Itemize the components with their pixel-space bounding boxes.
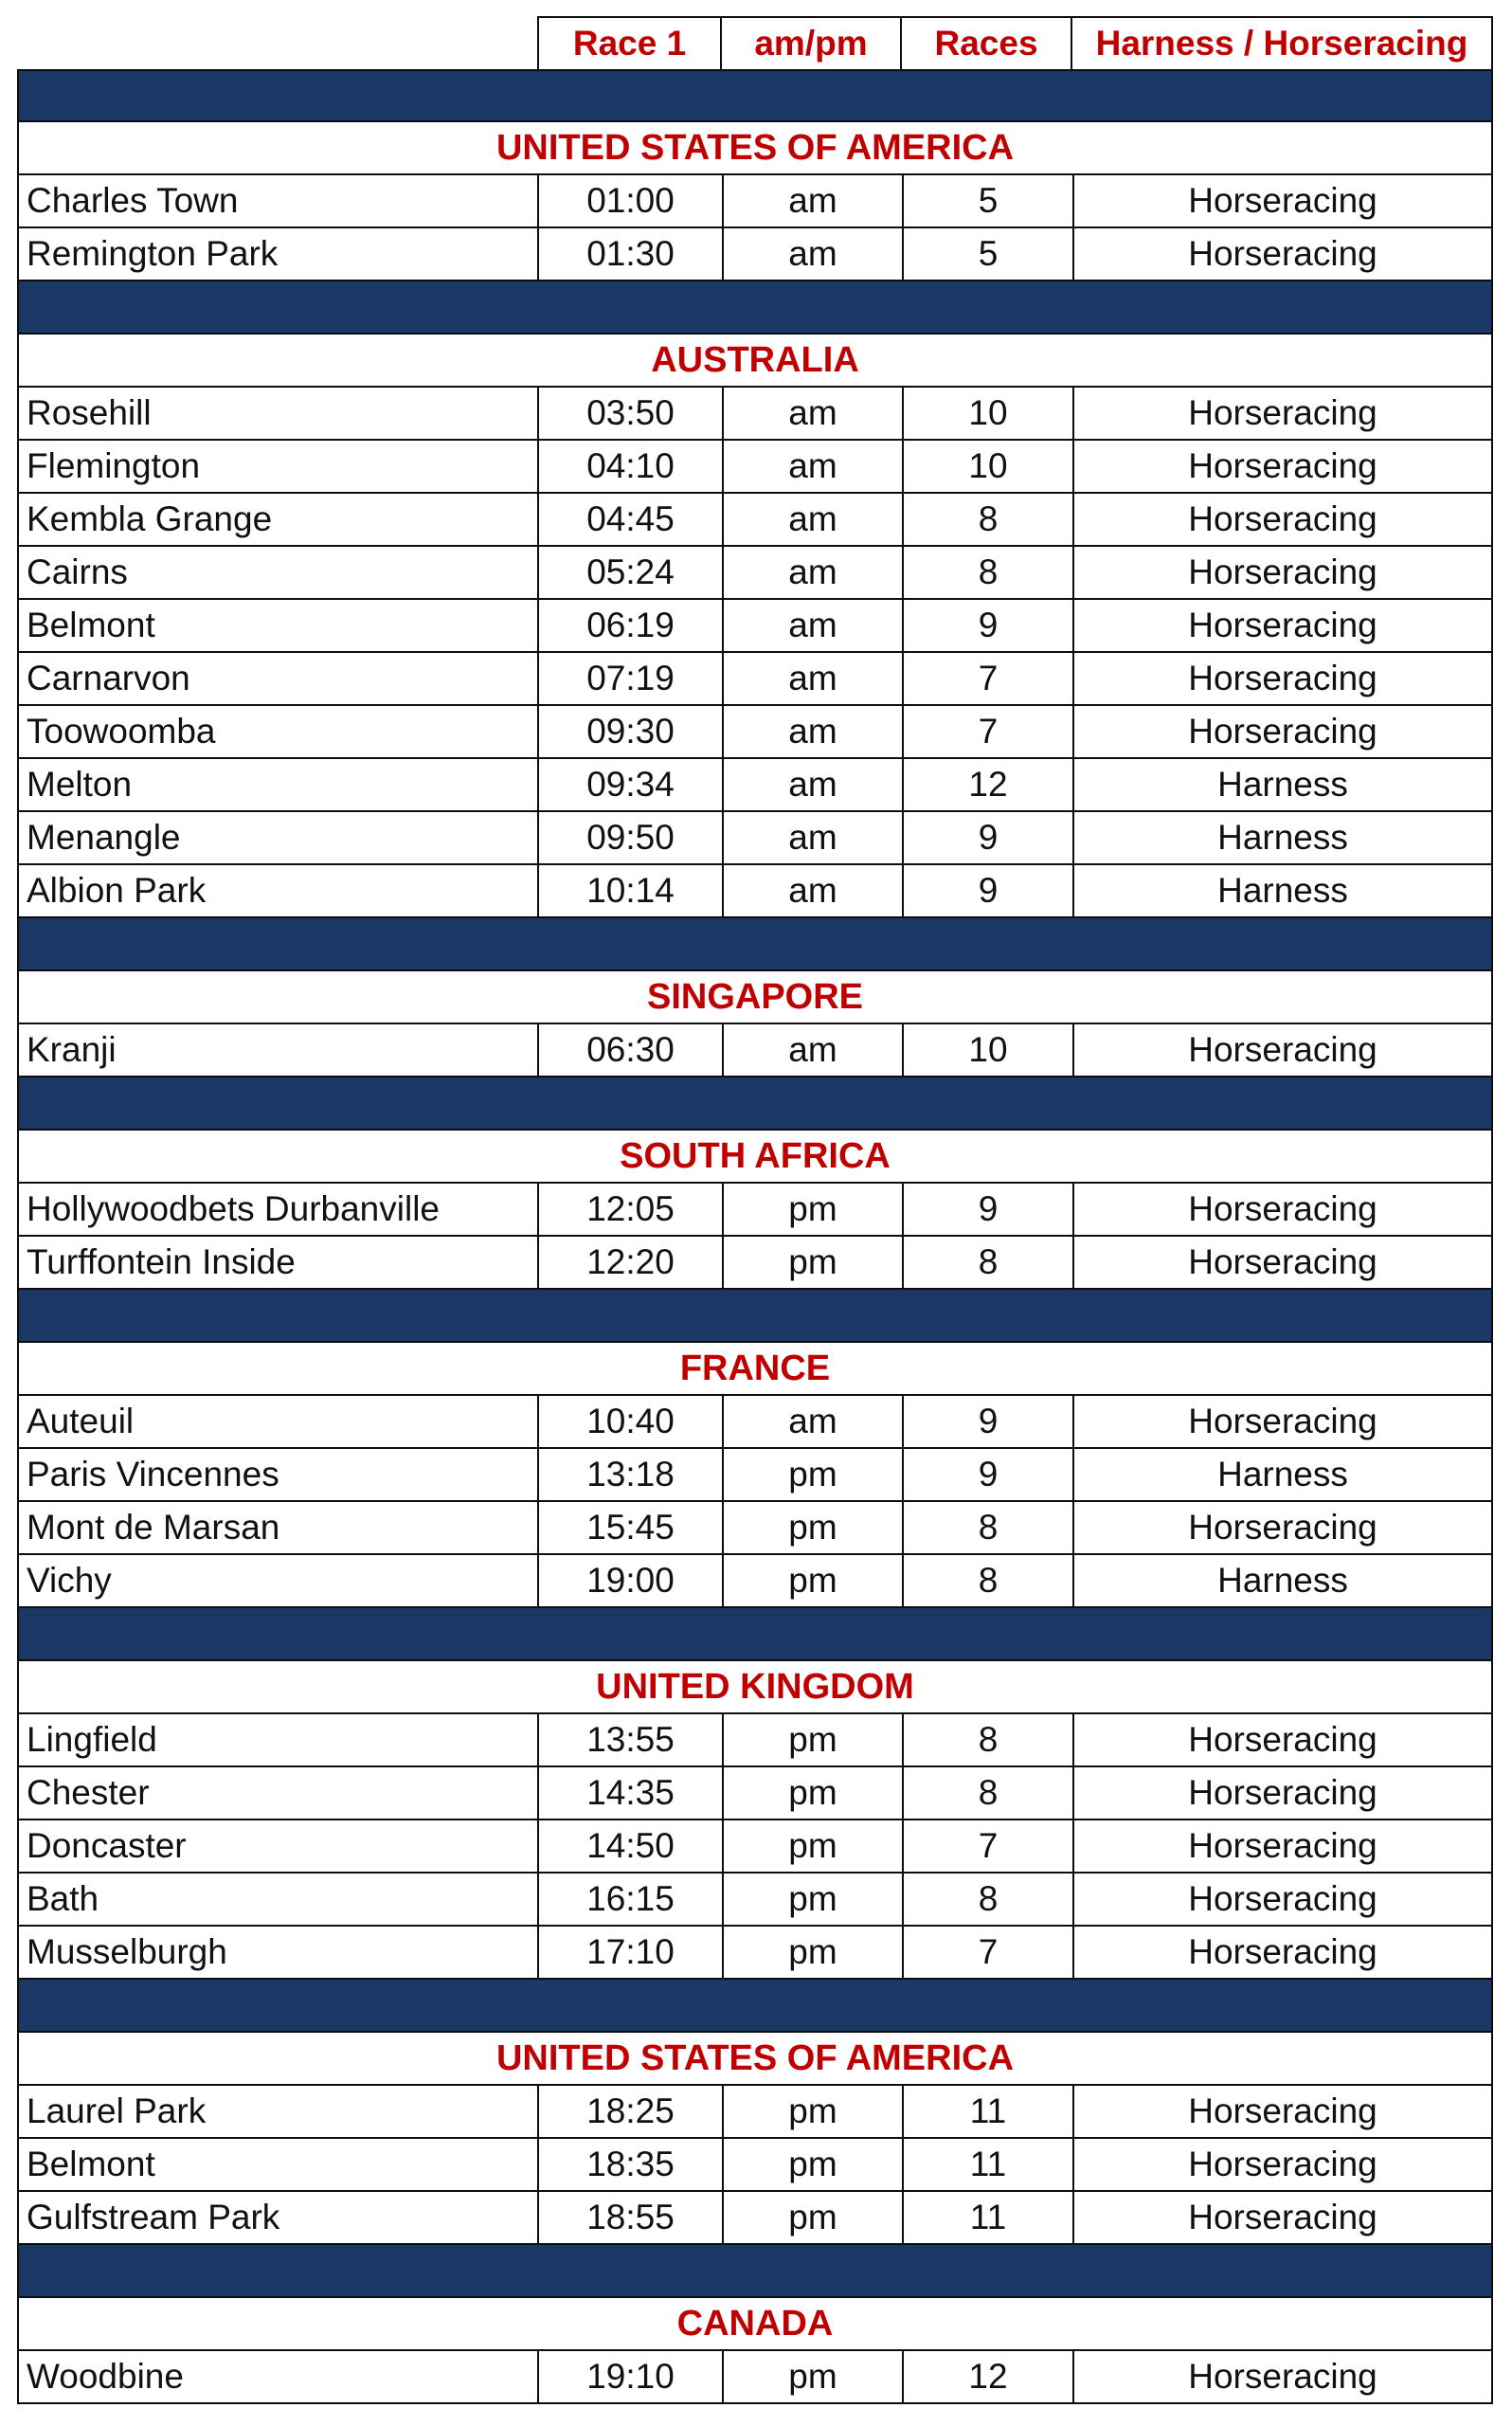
table-row <box>17 1714 1493 1767</box>
race1-time-cell: 01:00 <box>539 175 724 226</box>
table-row <box>17 175 1493 228</box>
race1-time-cell: 12:20 <box>539 1237 724 1288</box>
ampm-cell: am <box>724 494 904 545</box>
races-count-cell: 8 <box>904 1237 1074 1288</box>
race-type-cell: Horseracing <box>1188 1402 1377 1440</box>
ampm-cell: pm <box>724 1714 904 1765</box>
track-name-cell: Chester <box>19 1767 539 1819</box>
table-row <box>17 600 1493 653</box>
section-divider-band <box>17 2245 1493 2298</box>
ampm-cell: am <box>724 1396 904 1447</box>
track-name-cell: Toowoomba <box>19 706 539 757</box>
race-type-cell: Harness <box>1217 1561 1348 1600</box>
section-divider-band <box>17 1077 1493 1131</box>
race1-time-cell: 18:55 <box>539 2192 724 2243</box>
race-type-cell: Horseracing <box>1188 1932 1377 1971</box>
track-name-cell: Flemington <box>19 441 539 492</box>
country-heading: FRANCE <box>17 1343 1493 1396</box>
race-type-cell: Horseracing <box>1188 2357 1377 2396</box>
races-count-cell: 9 <box>904 1449 1074 1500</box>
track-name-cell: Rosehill <box>19 388 539 439</box>
ampm-cell: pm <box>724 1927 904 1978</box>
race-type-cell: Horseracing <box>1188 1189 1377 1228</box>
header-type: Harness / Horseracing <box>1072 16 1493 69</box>
section-divider-band <box>17 69 1493 122</box>
race-type-cell: Horseracing <box>1188 446 1377 485</box>
race1-time-cell: 19:10 <box>539 2351 724 2402</box>
table-row <box>17 441 1493 494</box>
race1-time-cell: 18:25 <box>539 2086 724 2137</box>
race-type-cell: Horseracing <box>1188 234 1377 273</box>
table-row <box>17 865 1493 918</box>
ampm-cell: pm <box>724 2351 904 2402</box>
race-type-cell: Harness <box>1217 765 1348 804</box>
race1-time-cell: 14:35 <box>539 1767 724 1819</box>
table-row <box>17 1024 1493 1077</box>
race1-time-cell: 10:40 <box>539 1396 724 1447</box>
track-name-cell: Menangle <box>19 812 539 863</box>
ampm-cell: pm <box>724 2192 904 2243</box>
track-name-cell: Gulfstream Park <box>19 2192 539 2243</box>
country-heading: UNITED KINGDOM <box>17 1661 1493 1714</box>
section-divider-band <box>17 918 1493 971</box>
track-name-cell: Woodbine <box>19 2351 539 2402</box>
table-row <box>17 706 1493 759</box>
race1-time-cell: 16:15 <box>539 1874 724 1925</box>
race-type-cell: Horseracing <box>1188 1879 1377 1918</box>
track-name-cell: Belmont <box>19 2139 539 2190</box>
table-row <box>17 1767 1493 1820</box>
country-heading: UNITED STATES OF AMERICA <box>17 122 1493 175</box>
race-type-cell: Horseracing <box>1188 2091 1377 2130</box>
track-name-cell: Hollywoodbets Durbanville <box>19 1184 539 1235</box>
ampm-cell: am <box>724 865 904 916</box>
track-name-cell: Cairns <box>19 547 539 598</box>
race1-time-cell: 12:05 <box>539 1184 724 1235</box>
table-row <box>17 388 1493 441</box>
table-row <box>17 1502 1493 1555</box>
sections-container <box>17 69 1493 2404</box>
races-count-cell: 9 <box>904 865 1074 916</box>
race-type-cell: Horseracing <box>1188 1242 1377 1281</box>
table-row <box>17 1237 1493 1290</box>
race1-time-cell: 18:35 <box>539 2139 724 2190</box>
race1-time-cell: 10:14 <box>539 865 724 916</box>
track-name-cell: Paris Vincennes <box>19 1449 539 1500</box>
track-name-cell: Mont de Marsan <box>19 1502 539 1553</box>
races-count-cell: 11 <box>904 2139 1074 2190</box>
race-type-cell: Horseracing <box>1188 552 1377 591</box>
ampm-cell: am <box>724 706 904 757</box>
ampm-cell: am <box>724 812 904 863</box>
header-race1: Race 1 <box>537 16 722 69</box>
races-count-cell: 10 <box>904 388 1074 439</box>
ampm-cell: pm <box>724 1237 904 1288</box>
track-name-cell: Carnarvon <box>19 653 539 704</box>
track-name-cell: Remington Park <box>19 228 539 280</box>
table-row <box>17 1449 1493 1502</box>
ampm-cell: pm <box>724 2139 904 2190</box>
track-name-cell: Auteuil <box>19 1396 539 1447</box>
race-type-cell: Harness <box>1217 1455 1348 1494</box>
section-divider-band <box>17 1980 1493 2033</box>
races-count-cell: 5 <box>904 228 1074 280</box>
country-heading: CANADA <box>17 2298 1493 2351</box>
track-name-cell: Doncaster <box>19 1820 539 1872</box>
races-count-cell: 8 <box>904 1502 1074 1553</box>
race1-time-cell: 13:55 <box>539 1714 724 1765</box>
race1-time-cell: 17:10 <box>539 1927 724 1978</box>
race-type-cell: Horseracing <box>1188 1720 1377 1759</box>
track-name-cell: Albion Park <box>19 865 539 916</box>
table-row <box>17 1555 1493 1608</box>
ampm-cell: pm <box>724 1874 904 1925</box>
table-row <box>17 1874 1493 1927</box>
race1-time-cell: 06:19 <box>539 600 724 651</box>
ampm-cell: am <box>724 228 904 280</box>
column-header-row <box>17 16 1493 69</box>
races-count-cell: 7 <box>904 653 1074 704</box>
races-count-cell: 12 <box>904 759 1074 810</box>
race1-time-cell: 04:45 <box>539 494 724 545</box>
races-count-cell: 12 <box>904 2351 1074 2402</box>
races-count-cell: 9 <box>904 1184 1074 1235</box>
table-row <box>17 759 1493 812</box>
race-type-cell: Harness <box>1217 818 1348 857</box>
country-heading: SOUTH AFRICA <box>17 1131 1493 1184</box>
ampm-cell: am <box>724 1024 904 1076</box>
ampm-cell: am <box>724 441 904 492</box>
section-divider-band <box>17 1290 1493 1343</box>
race-type-cell: Horseracing <box>1188 1508 1377 1547</box>
table-row <box>17 812 1493 865</box>
races-count-cell: 7 <box>904 1820 1074 1872</box>
races-count-cell: 11 <box>904 2086 1074 2137</box>
section-divider-band <box>17 281 1493 335</box>
race-type-cell: Horseracing <box>1188 499 1377 538</box>
race-type-cell: Horseracing <box>1188 2198 1377 2236</box>
race-type-cell: Horseracing <box>1188 606 1377 644</box>
race1-time-cell: 13:18 <box>539 1449 724 1500</box>
ampm-cell: pm <box>724 1767 904 1819</box>
races-count-cell: 7 <box>904 706 1074 757</box>
race-type-cell: Horseracing <box>1188 181 1377 220</box>
race1-time-cell: 15:45 <box>539 1502 724 1553</box>
ampm-cell: am <box>724 547 904 598</box>
table-row <box>17 653 1493 706</box>
race-type-cell: Horseracing <box>1188 712 1377 751</box>
race-type-cell: Harness <box>1217 871 1348 910</box>
table-row <box>17 1184 1493 1237</box>
track-name-cell: Bath <box>19 1874 539 1925</box>
race1-time-cell: 04:10 <box>539 441 724 492</box>
header-races: Races <box>902 16 1072 69</box>
ampm-cell: pm <box>724 1555 904 1606</box>
ampm-cell: am <box>724 759 904 810</box>
race1-time-cell: 09:50 <box>539 812 724 863</box>
races-count-cell: 8 <box>904 1767 1074 1819</box>
ampm-cell: am <box>724 388 904 439</box>
table-row <box>17 547 1493 600</box>
race1-time-cell: 01:30 <box>539 228 724 280</box>
track-name-cell: Melton <box>19 759 539 810</box>
table-row <box>17 2192 1493 2245</box>
races-count-cell: 9 <box>904 1396 1074 1447</box>
table-row <box>17 1396 1493 1449</box>
race-type-cell: Horseracing <box>1188 1826 1377 1865</box>
country-heading: SINGAPORE <box>17 971 1493 1024</box>
section-divider-band <box>17 1608 1493 1661</box>
country-heading: AUSTRALIA <box>17 335 1493 388</box>
races-count-cell: 8 <box>904 1874 1074 1925</box>
races-count-cell: 5 <box>904 175 1074 226</box>
header-ampm: am/pm <box>722 16 902 69</box>
race-type-cell: Horseracing <box>1188 1773 1377 1812</box>
races-count-cell: 10 <box>904 1024 1074 1076</box>
races-count-cell: 9 <box>904 812 1074 863</box>
races-count-cell: 11 <box>904 2192 1074 2243</box>
table-row <box>17 1820 1493 1874</box>
race-schedule-table <box>17 16 1493 2404</box>
track-name-cell: Kembla Grange <box>19 494 539 545</box>
ampm-cell: am <box>724 600 904 651</box>
races-count-cell: 7 <box>904 1927 1074 1978</box>
table-row <box>17 1927 1493 1980</box>
table-row <box>17 228 1493 281</box>
country-heading: UNITED STATES OF AMERICA <box>17 2033 1493 2086</box>
race1-time-cell: 09:34 <box>539 759 724 810</box>
ampm-cell: pm <box>724 1502 904 1553</box>
race-type-cell: Horseracing <box>1188 393 1377 432</box>
track-name-cell: Charles Town <box>19 175 539 226</box>
table-row <box>17 494 1493 547</box>
races-count-cell: 10 <box>904 441 1074 492</box>
track-name-cell: Vichy <box>19 1555 539 1606</box>
race-type-cell: Horseracing <box>1188 1030 1377 1069</box>
ampm-cell: pm <box>724 1449 904 1500</box>
ampm-cell: am <box>724 175 904 226</box>
table-row <box>17 2086 1493 2139</box>
race-type-cell: Horseracing <box>1188 2145 1377 2183</box>
track-name-cell: Laurel Park <box>19 2086 539 2137</box>
ampm-cell: pm <box>724 1820 904 1872</box>
track-name-cell: Musselburgh <box>19 1927 539 1978</box>
race1-time-cell: 09:30 <box>539 706 724 757</box>
race1-time-cell: 03:50 <box>539 388 724 439</box>
races-count-cell: 8 <box>904 1714 1074 1765</box>
race1-time-cell: 05:24 <box>539 547 724 598</box>
track-name-cell: Kranji <box>19 1024 539 1076</box>
race1-time-cell: 06:30 <box>539 1024 724 1076</box>
track-name-cell: Turffontein Inside <box>19 1237 539 1288</box>
race1-time-cell: 14:50 <box>539 1820 724 1872</box>
race1-time-cell: 19:00 <box>539 1555 724 1606</box>
ampm-cell: pm <box>724 1184 904 1235</box>
race-type-cell: Horseracing <box>1188 659 1377 697</box>
races-count-cell: 9 <box>904 600 1074 651</box>
table-row <box>17 2139 1493 2192</box>
races-count-cell: 8 <box>904 494 1074 545</box>
ampm-cell: am <box>724 653 904 704</box>
table-row <box>17 2351 1493 2404</box>
ampm-cell: pm <box>724 2086 904 2137</box>
races-count-cell: 8 <box>904 547 1074 598</box>
track-name-cell: Lingfield <box>19 1714 539 1765</box>
race1-time-cell: 07:19 <box>539 653 724 704</box>
races-count-cell: 8 <box>904 1555 1074 1606</box>
track-name-cell: Belmont <box>19 600 539 651</box>
